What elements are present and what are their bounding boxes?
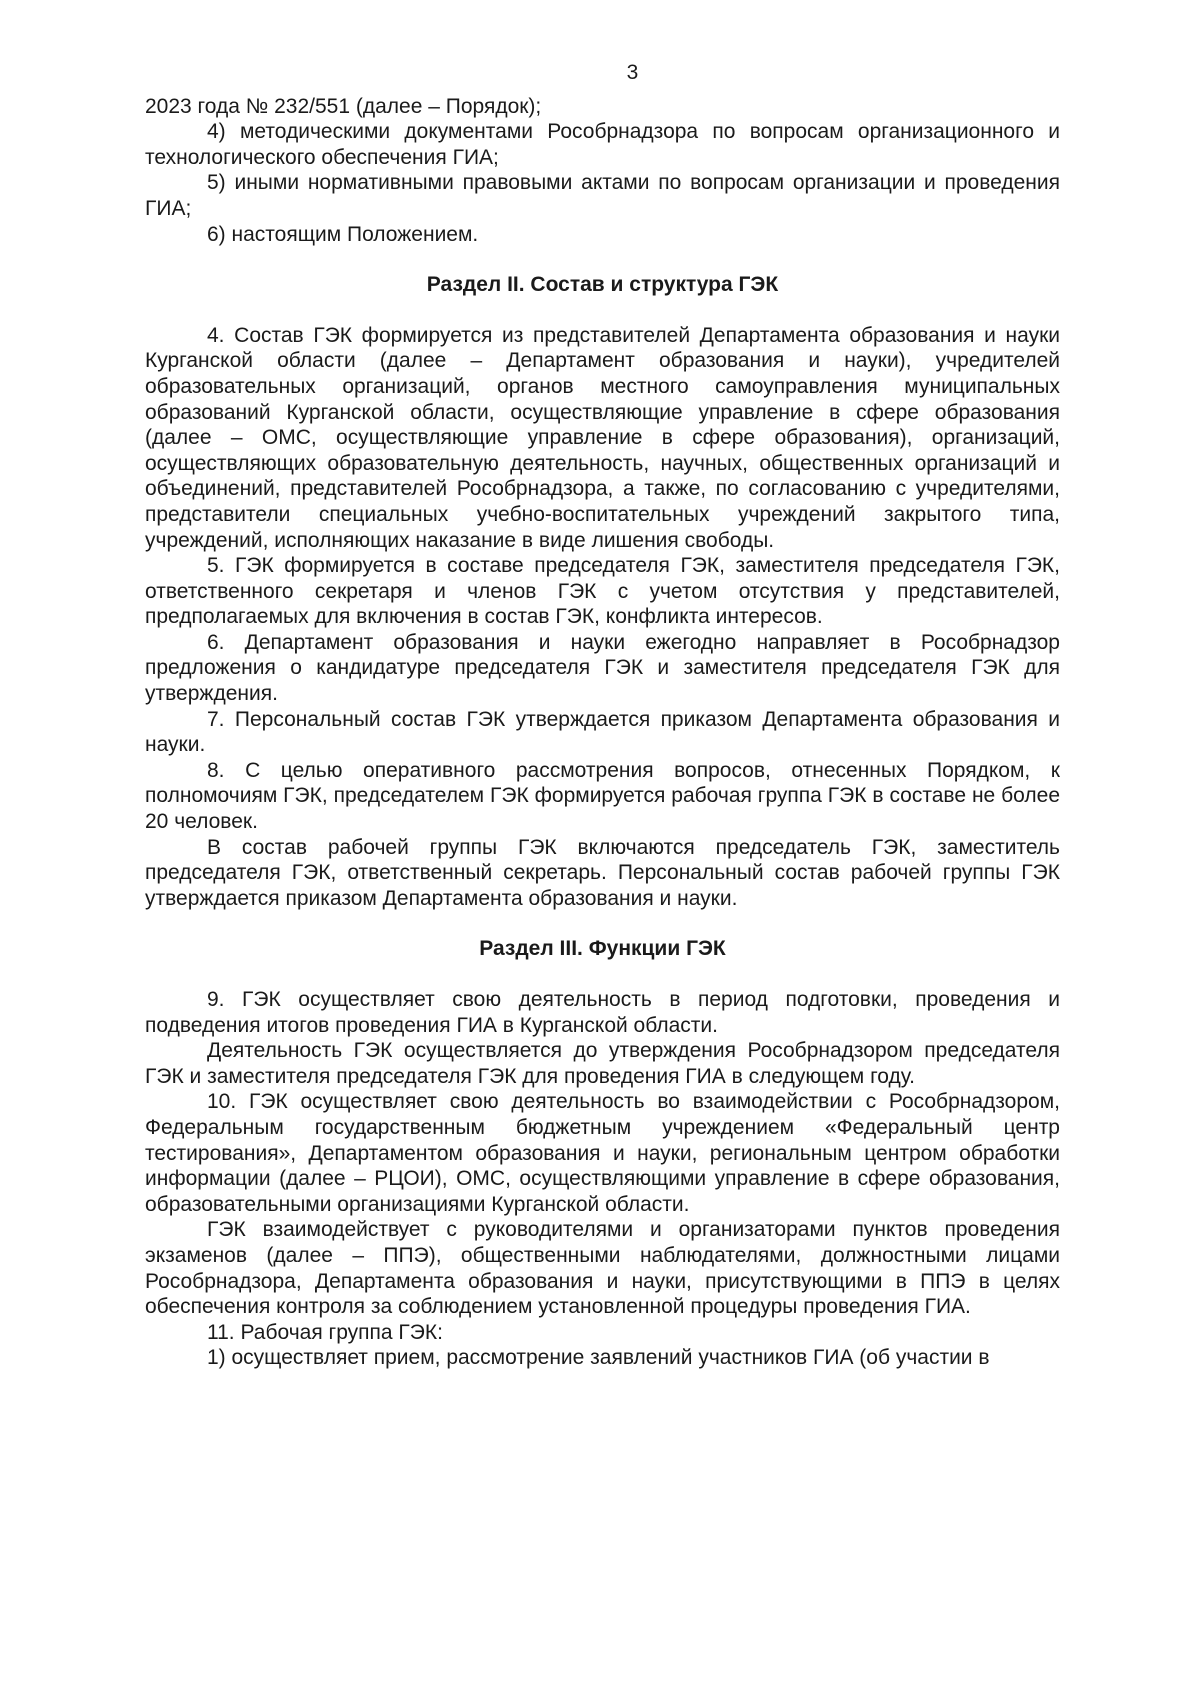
section-3-paragraph-11-item-1: 1) осуществляет прием, рассмотрение заявлений участников ГИА (об участии в	[207, 1346, 990, 1370]
intro-paragraph-4: 6) настоящим Положением.	[207, 222, 479, 246]
section-2-paragraph-5: 5. ГЭК формируется в составе председателя ГЭК, заместителя председателя ГЭК, ответственного секретаря и членов ГЭК с учетом отсутствия у представителей, предполагаемых для включения в состав ГЭК, конфликта интересов.	[145, 554, 1060, 629]
section-3-heading: Раздел III. Функции ГЭК	[479, 937, 726, 961]
document-page	[145, 60, 1060, 1371]
section-2-paragraph-6: 6. Департамент образования и науки ежегодно направляет в Рособрнадзор предложения о кандидатуре председателя ГЭК и заместителя председателя ГЭК для утверждения.	[145, 630, 1060, 706]
section-2-paragraph-8-cont: В состав рабочей группы ГЭК включаются председатель ГЭК, заместитель председателя ГЭК, ответственный секретарь. Персональный состав рабочей группы ГЭК утверждается приказом Департамента образования и науки.	[145, 835, 1060, 910]
section-3-paragraph-11: 11. Рабочая группа ГЭК:	[207, 1320, 443, 1344]
page-number: 3	[626, 61, 639, 84]
section-3-paragraph-10-cont: ГЭК взаимодействует с руководителями и организаторами пунктов проведения экзаменов (далее – ППЭ), общественными наблюдателями, должностными лицами Рособрнадзора, Департамента образования и науки, присутствующими в ППЭ в целях обеспечения контроля за соблюдением установленной процедуры проведения ГИА.	[145, 1218, 1060, 1319]
section-3-paragraph-9-cont: Деятельность ГЭК осуществляется до утверждения Рособрнадзором председателя ГЭК и заместителя председателя ГЭК для проведения ГИА в следующем году.	[145, 1039, 1060, 1088]
section-2-paragraph-7: 7. Персональный состав ГЭК утверждается приказом Департамента образования и науки.	[145, 707, 1060, 757]
intro-paragraph-1: 2023 года № 232/551 (далее – Порядок);	[145, 94, 542, 118]
section-3-paragraph-10: 10. ГЭК осуществляет свою деятельность во взаимодействии с Рособрнадзором, Федеральным государственным бюджетным учреждением «Федеральный центр тестирования», Департаментом образования и науки, региональным центром обработки информации (далее – РЦОИ), ОМС, осуществляющими управление в сфере образования, образовательными организациями Курганской области.	[145, 1090, 1060, 1216]
section-2-paragraph-8: 8. С целью оперативного рассмотрения вопросов, отнесенных Порядком, к полномочиям ГЭК, председателем ГЭК формируется рабочая группа ГЭК в составе не более 20 человек.	[145, 758, 1060, 834]
section-3-paragraph-9: 9. ГЭК осуществляет свою деятельность в период подготовки, проведения и подведения итогов проведения ГИА в Курганской области.	[145, 988, 1060, 1037]
section-2-paragraph-4: 4. Состав ГЭК формируется из представителей Департамента образования и науки Курганской области (далее – Департамент образования и науки), учредителей образовательных организаций, органов местного самоуправления муниципальных образований Курганской области, осуществляющие управление в сфере образования (далее – ОМС, осуществляющие управление в сфере образования), организаций, осуществляющих образовательную деятельность, научных, общественных организаций и объединений, представителей Рособрнадзора, а также, по согласованию с учредителями, представители специальных учебно-воспитательных учреждений закрытого типа, учреждений, исполняющих наказание в виде лишения свободы.	[145, 323, 1060, 552]
section-2-heading: Раздел II. Состав и структура ГЭК	[426, 273, 779, 297]
intro-paragraph-3: 5) иными нормативными правовыми актами по вопросам организации и проведения ГИА;	[145, 171, 1060, 220]
intro-paragraph-2: 4) методическими документами Рособрнадзора по вопросам организационного и технологического обеспечения ГИА;	[145, 120, 1060, 169]
